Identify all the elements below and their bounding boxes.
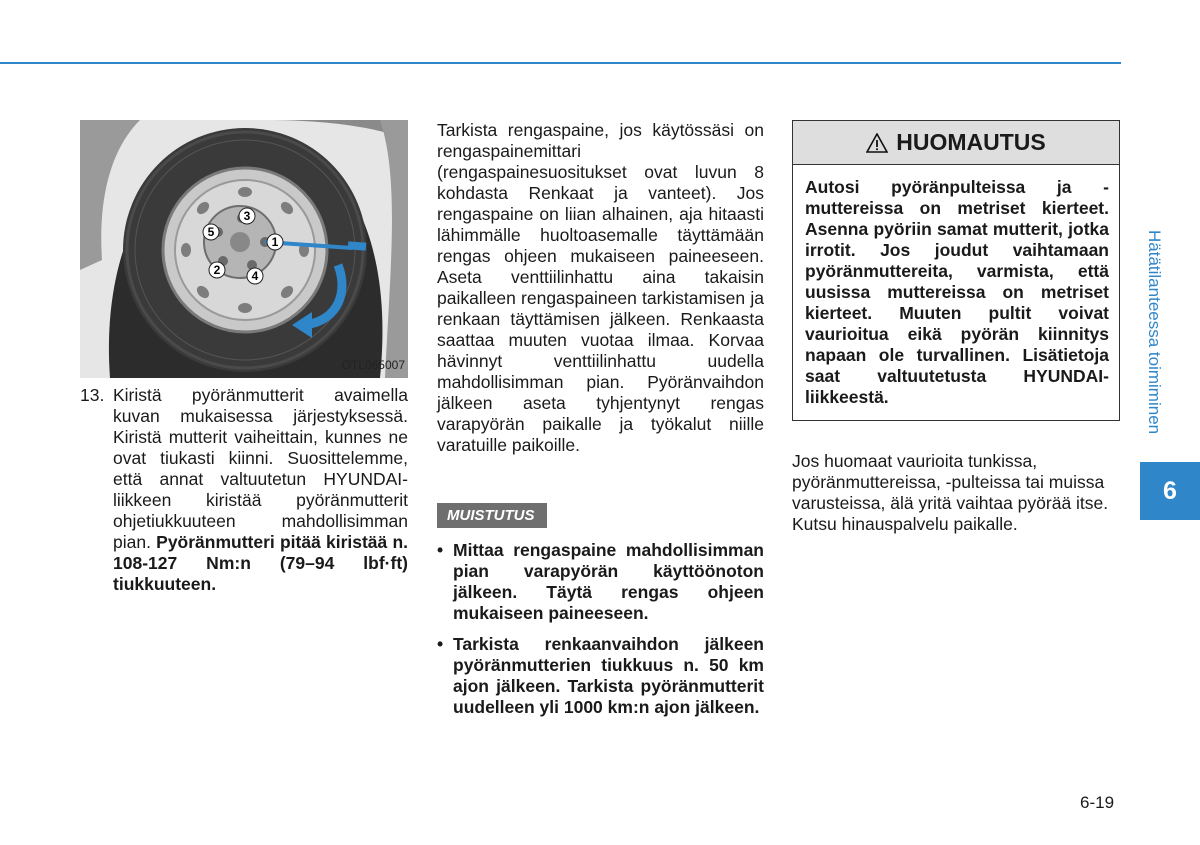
step-bold-text: Pyöränmutteri pitää kiristää n. 108-127 Nm:n (79–94 lbf·ft) tiukkuuteen. [113,532,408,594]
column-1 [80,385,408,595]
top-rule [0,62,1121,64]
chapter-tab: 6 [1140,462,1200,520]
bullet-dot: • [437,634,444,654]
step-number: 13. [80,385,105,405]
section-label-text: Hätätilanteessa toimiminen [1145,230,1164,435]
bullet-dot: • [437,540,444,560]
bullet-text: Mittaa rengaspaine mahdollisimman pian varapyörän käyttöönoton jälkeen. Täytä rengas ohjeen mukaiseen paineeseen. [453,540,764,623]
step-body [113,385,408,595]
wheel-illustration [80,120,408,378]
nut-label-5: 5 [207,225,215,239]
warning-header [793,121,1119,165]
page-number: 6-19 [1080,793,1115,812]
nut-label-4: 4 [251,269,259,283]
warning-box [792,120,1120,421]
bullet-text: Tarkista renkaanvaihdon jälkeen pyöränmutterien tiukkuus n. 50 km ajon jälkeen. Tarkista pyöränmutterit uudelleen yli 1000 km:n ajon jälkeen. [453,634,764,717]
damage-paragraph: Jos huomaat vaurioita tunkissa, pyöränmuttereissa, -pulteissa tai muissa varusteissa, älä yritä vaihtaa pyörää itse. Kutsu hinauspalvelu paikalle. [792,451,1109,534]
nut-label-2: 2 [213,263,221,277]
note-bullets [437,540,764,728]
section-side-label [1144,230,1174,460]
nut-label-3: 3 [243,209,251,223]
warning-title: HUOMAUTUS [896,129,1046,155]
warning-text: Autosi pyöränpulteissa ja -muttereissa on metriset kierteet. Asenna pyöriin samat mutterit, jotka irrotit. Jos joudut vaihtamaan pyöränmuttereita, varmista, että uusissa muttereissa on metriset kierteet. Muuten pultit voivat vaurioitua eikä pyörän kiinnitys napaan ole turvallinen. Lisätietoja saat valtuutetusta HYUNDAI-liikkeestä. [805,177,1109,407]
figure-code: OTL065007 [341,358,405,372]
tire-pressure-paragraph: Tarkista rengaspaine, jos käytössäsi on rengaspainemittari (rengaspainesuositukset ovat luvun 8 kohdasta Renkaat ja vanteet). Jos rengaspaine on liian alhainen, aja hitaasti lähimmälle huoltoasemalle täyttämään rengas ohjeen mukaiseen paineeseen. Aseta venttiilinhattu aina takaisin paikalleen rengaspaineen tarkistamisen ja renkaan täyttämisen jälkeen. Renkaasta saattaa muuten vuotaa ilmaa. Korvaa hävinnyt venttiilinhattu uudella mahdollisimman pian. Pyöränvaihdon jälkeen aseta tyhjentynyt rengas varapyörän paikalle ja työkalut niille varatuille paikoille. [437,120,764,455]
nut-label-1: 1 [271,235,279,249]
step-13 [80,385,408,595]
step-text: Kiristä pyöränmutterit avaimella kuvan mukaisessa järjestyksessä. Kiristä mutterit vaiheittain, kunnes ne ovat tiukasti kiinni. Suosittelemme, että annat valtuutetun HYUNDAI-liikkeen kiristää pyöränmutterit ohjetiukkuuteen mahdollisimman pian. [113,385,408,552]
warning-triangle-icon [866,133,888,153]
bullet-item [437,634,764,718]
bullet-item [437,540,764,624]
note-badge: MUISTUTUS [437,503,547,528]
